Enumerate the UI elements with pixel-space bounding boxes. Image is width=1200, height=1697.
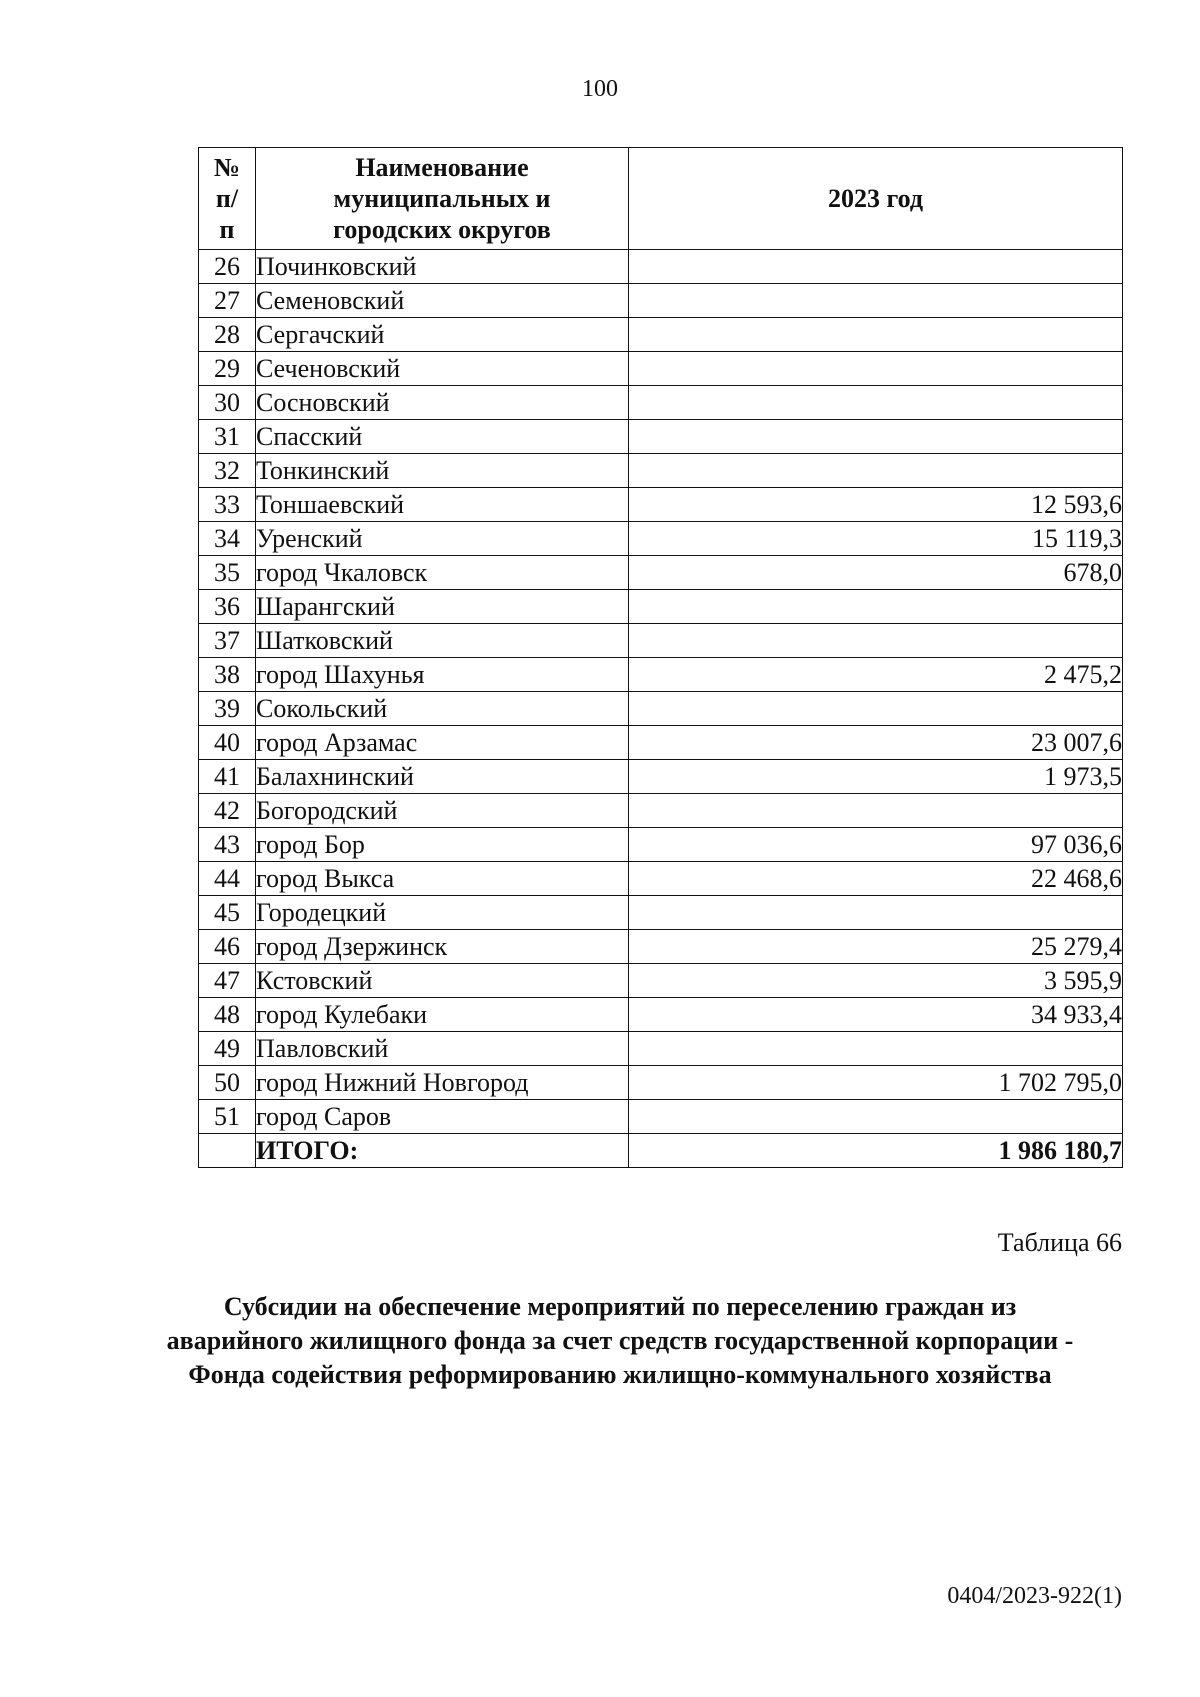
row-value xyxy=(629,250,1123,284)
row-value: 23 007,6 xyxy=(629,726,1123,760)
table-row xyxy=(199,828,1123,862)
table-body xyxy=(199,250,1123,1168)
table-row xyxy=(199,250,1123,284)
table-row xyxy=(199,658,1123,692)
table-row xyxy=(199,556,1123,590)
row-value xyxy=(629,624,1123,658)
row-number: 36 xyxy=(199,590,256,624)
row-value: 12 593,6 xyxy=(629,488,1123,522)
header-name xyxy=(256,148,629,250)
row-name: город Саров xyxy=(256,1100,629,1134)
table-row xyxy=(199,1100,1123,1134)
row-number: 41 xyxy=(199,760,256,794)
row-name: Тонкинский xyxy=(256,454,629,488)
row-value xyxy=(629,284,1123,318)
row-value xyxy=(629,420,1123,454)
table-row xyxy=(199,692,1123,726)
row-number: 48 xyxy=(199,998,256,1032)
table-row xyxy=(199,998,1123,1032)
table-row xyxy=(199,862,1123,896)
table-row xyxy=(199,624,1123,658)
total-row xyxy=(199,1134,1123,1168)
row-number: 46 xyxy=(199,930,256,964)
table-row xyxy=(199,522,1123,556)
row-value xyxy=(629,386,1123,420)
row-value: 3 595,9 xyxy=(629,964,1123,998)
table-row xyxy=(199,454,1123,488)
row-name: Шатковский xyxy=(256,624,629,658)
row-number: 35 xyxy=(199,556,256,590)
row-number: 45 xyxy=(199,896,256,930)
row-value: 1 973,5 xyxy=(629,760,1123,794)
table-header-row xyxy=(199,148,1123,250)
total-value: 1 986 180,7 xyxy=(629,1134,1123,1168)
row-number: 33 xyxy=(199,488,256,522)
row-value xyxy=(629,590,1123,624)
header-name-text: Наименование муниципальных и городских округов xyxy=(333,153,551,244)
row-number: 43 xyxy=(199,828,256,862)
row-number: 39 xyxy=(199,692,256,726)
row-value xyxy=(629,794,1123,828)
header-year: 2023 год xyxy=(629,148,1123,250)
table-number-label: Таблица 66 xyxy=(997,1228,1122,1257)
row-number: 30 xyxy=(199,386,256,420)
row-name: Павловский xyxy=(256,1032,629,1066)
table-row xyxy=(199,284,1123,318)
row-number: 47 xyxy=(199,964,256,998)
row-name: Спасский xyxy=(256,420,629,454)
subsidy-table xyxy=(198,147,1123,1168)
row-number: 27 xyxy=(199,284,256,318)
row-name: Семеновский xyxy=(256,284,629,318)
header-num-text: № п/п xyxy=(213,153,241,244)
row-value: 97 036,6 xyxy=(629,828,1123,862)
table-row xyxy=(199,760,1123,794)
row-number: 51 xyxy=(199,1100,256,1134)
row-number: 38 xyxy=(199,658,256,692)
table-row xyxy=(199,896,1123,930)
row-number: 44 xyxy=(199,862,256,896)
row-name: Городецкий xyxy=(256,896,629,930)
total-num-cell xyxy=(199,1134,256,1168)
row-name: город Арзамас xyxy=(256,726,629,760)
row-name: Сосновский xyxy=(256,386,629,420)
table-row xyxy=(199,794,1123,828)
row-value xyxy=(629,896,1123,930)
row-number: 32 xyxy=(199,454,256,488)
row-name: Балахнинский xyxy=(256,760,629,794)
table-row xyxy=(199,726,1123,760)
row-number: 37 xyxy=(199,624,256,658)
row-name: город Нижний Новгород xyxy=(256,1066,629,1100)
row-number: 31 xyxy=(199,420,256,454)
table-row xyxy=(199,386,1123,420)
row-value xyxy=(629,454,1123,488)
row-name: Уренский xyxy=(256,522,629,556)
section-title: Субсидии на обеспечение мероприятий по переселению граждан из аварийного жилищного фонда за счет средств государственной корпорации - Фонда содействия реформированию жилищно-коммунального хозяйства xyxy=(166,1292,1074,1389)
row-name: Шарангский xyxy=(256,590,629,624)
row-value: 34 933,4 xyxy=(629,998,1123,1032)
document-code: 0404/2023-922(1) xyxy=(947,1583,1122,1609)
row-number: 34 xyxy=(199,522,256,556)
row-number: 42 xyxy=(199,794,256,828)
row-number: 40 xyxy=(199,726,256,760)
row-value: 678,0 xyxy=(629,556,1123,590)
row-name: город Чкаловск xyxy=(256,556,629,590)
table-row xyxy=(199,590,1123,624)
row-value xyxy=(629,1032,1123,1066)
row-name: Кстовский xyxy=(256,964,629,998)
row-name: город Дзержинск xyxy=(256,930,629,964)
page-number: 100 xyxy=(582,76,618,102)
table-row xyxy=(199,318,1123,352)
row-value: 22 468,6 xyxy=(629,862,1123,896)
row-value xyxy=(629,318,1123,352)
table-row xyxy=(199,1032,1123,1066)
row-name: Сеченовский xyxy=(256,352,629,386)
row-name: Богородский xyxy=(256,794,629,828)
row-value: 1 702 795,0 xyxy=(629,1066,1123,1100)
row-name: Сокольский xyxy=(256,692,629,726)
row-number: 49 xyxy=(199,1032,256,1066)
row-name: город Кулебаки xyxy=(256,998,629,1032)
row-number: 29 xyxy=(199,352,256,386)
table-row xyxy=(199,930,1123,964)
header-num xyxy=(199,148,256,250)
table-row xyxy=(199,352,1123,386)
row-number: 26 xyxy=(199,250,256,284)
table-row xyxy=(199,488,1123,522)
row-name: город Бор xyxy=(256,828,629,862)
row-value xyxy=(629,1100,1123,1134)
row-value xyxy=(629,692,1123,726)
row-value: 2 475,2 xyxy=(629,658,1123,692)
row-name: город Шахунья xyxy=(256,658,629,692)
total-label: ИТОГО: xyxy=(256,1134,629,1168)
table-row xyxy=(199,964,1123,998)
row-name: Тоншаевский xyxy=(256,488,629,522)
table-row xyxy=(199,420,1123,454)
table-row xyxy=(199,1066,1123,1100)
row-value: 15 119,3 xyxy=(629,522,1123,556)
row-value xyxy=(629,352,1123,386)
row-number: 28 xyxy=(199,318,256,352)
row-name: Починковский xyxy=(256,250,629,284)
row-name: Сергачский xyxy=(256,318,629,352)
row-name: город Выкса xyxy=(256,862,629,896)
row-value: 25 279,4 xyxy=(629,930,1123,964)
row-number: 50 xyxy=(199,1066,256,1100)
